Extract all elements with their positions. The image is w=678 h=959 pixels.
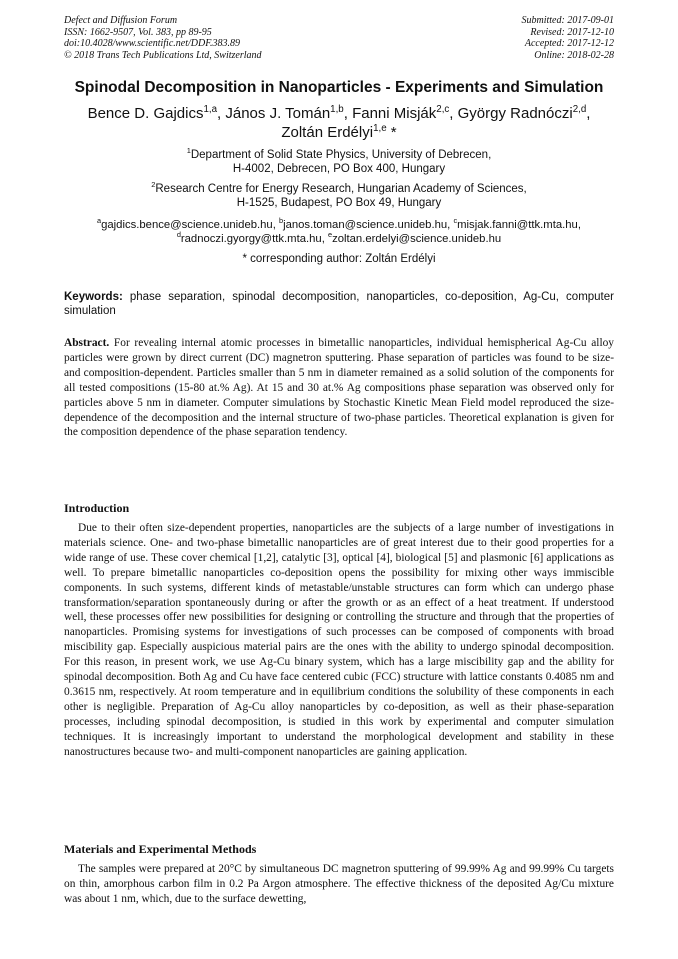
affil-line: Research Centre for Energy Research, Hungarian Academy of Sciences, xyxy=(155,183,527,195)
keywords-label: Keywords: xyxy=(64,291,123,303)
email-sup: a xyxy=(97,216,102,226)
email-link[interactable]: zoltan.erdelyi@science.unideb.hu xyxy=(332,233,502,245)
online-date: Online: 2018-02-28 xyxy=(534,49,614,61)
affil-sup: 1 xyxy=(186,146,191,156)
keywords xyxy=(64,290,614,318)
author-sup: 2,d xyxy=(572,104,587,115)
author-name: Fanni Misják xyxy=(352,105,437,122)
email-link[interactable]: radnoczi.gyorgy@ttk.mta.hu, xyxy=(180,233,325,245)
methods-heading: Materials and Experimental Methods xyxy=(64,842,257,856)
affil-line: H-1525, Budapest, PO Box 49, Hungary xyxy=(236,197,442,209)
email-sup: c xyxy=(453,216,458,226)
email-list xyxy=(40,218,638,246)
journal-info xyxy=(64,15,262,61)
author-sup: 2,c xyxy=(436,104,450,115)
introduction-heading: Introduction xyxy=(64,501,130,515)
author-sup: 1,e xyxy=(373,123,387,134)
affil-sup: 2 xyxy=(151,180,156,190)
submitted-date: Submitted: 2017-09-01 xyxy=(521,15,614,26)
email-sup: e xyxy=(327,230,333,240)
doi: doi:10.4028/www.scientific.net/DDF.383.89 xyxy=(64,38,241,49)
email-link[interactable]: janos.toman@science.unideb.hu, xyxy=(283,219,451,231)
email-sup: b xyxy=(279,216,284,226)
keywords-text: phase separation, spinodal decomposition, nanoparticles, co-deposition, Ag-Cu, computer simulation xyxy=(64,291,614,317)
author-list: Bence D. Gajdics$^{1,a}$, János J. Tomán$^{1,b}$, Fanni Misják$^{2,c}$, György Radnóczi$^{2,d}$, Zoltán Erdélyi$^{1,e}$ * xyxy=(87,104,591,141)
author-name: Zoltán Erdélyi xyxy=(281,124,374,141)
email-link[interactable]: gajdics.bence@science.unideb.hu, xyxy=(101,219,276,231)
author-name: János J. Tomán xyxy=(225,105,331,122)
corresponding-star: * xyxy=(386,124,397,141)
affiliation-2 xyxy=(40,182,638,210)
corresponding-author: * corresponding author: Zoltán Erdélyi xyxy=(242,253,436,265)
author-name: György Radnóczi xyxy=(457,105,573,122)
author-name: Bence D. Gajdics xyxy=(87,105,204,122)
email-link[interactable]: misjak.fanni@ttk.mta.hu, xyxy=(457,219,581,231)
methods-text: The samples were prepared at 20°C by simultaneous DC magnetron sputtering of 99.99% Ag and 99.99% Cu targets on thin, amorphous carbon film in 0.2 Pa Argon atmosphere. The effective thickness of the deposited Ag/Cu mixture was about 1 nm, which, due to the surface dewetting, xyxy=(64,863,614,905)
affiliation-1 xyxy=(40,148,638,176)
paper-title: Spinodal Decomposition in Nanoparticles - Experiments and Simulation xyxy=(74,79,604,96)
author-sup: 1,a xyxy=(203,104,218,115)
author-sup: 1,b xyxy=(330,104,344,115)
journal-name: Defect and Diffusion Forum xyxy=(64,15,178,26)
affil-line: H-4002, Debrecen, PO Box 400, Hungary xyxy=(232,163,446,175)
affil-line: Department of Solid State Physics, University of Debrecen, xyxy=(190,149,492,161)
issn: ISSN: 1662-9507, Vol. 383, pp 89-95 xyxy=(64,26,212,38)
abstract-label: Abstract. xyxy=(64,337,110,349)
revised-date: Revised: 2017-12-10 xyxy=(530,26,614,38)
abstract-text: For revealing internal atomic processes in bimetallic nanoparticles, individual hemispherical Ag-Cu alloy particles were grown by direct current (DC) magnetron sputtering. Phase separation of particles was found to be size- and composition-dependent. Particles smaller than 5 nm in diameter remained as a solid solution of the components for all tested compositions (15-80 at.% Ag). At 15 and 30 at.% Ag compositions phase separation was observed only for particles above 5 nm in diameter. Computer simulations by Stochastic Kinetic Mean Field model reproduced the size-dependence of the decomposition and the internal structure of two-phase particles. Theoretical explanation is given for the composition dependence of the phase separation tendency. xyxy=(64,337,614,439)
copyright: © 2018 Trans Tech Publications Ltd, Switzerland xyxy=(64,49,262,61)
email-sup: d xyxy=(176,230,181,240)
abstract xyxy=(64,336,614,440)
dates-info xyxy=(522,15,615,61)
accepted-date: Accepted: 2017-12-12 xyxy=(524,38,614,49)
introduction-text: Due to their often size-dependent properties, nanoparticles are the subjects of a large number of investigations in materials science. One- and two-phase bimetallic nanoparticles are of great interest due to their good properties for a wide range of use. These cover chemical [1,2], catalytic [3], optical [4], biological [5] and plasmonic [6] applications as well. To prepare bimetallic nanoparticles co-deposition opens the possibility for mixing other ways immiscible components. In such systems, different kinds of metastable/unstable structures can form which can undergo phase transformation/separation spontaneously during or after the growth or as an effect of a heat treatment. If understood well, these processes offer new possibilities for designing or controlling the structure and through that the properties of nanoparticles. Promising systems for investigations of such processes can be composed of components with broad miscibility gap. Especially auspicious material pairs are the ones with the ability to undergo spinodal decomposition. For this reason, in present work, we use Ag-Cu binary system, which has a large miscibility gap and the ability for spinodal decomposition. Both Ag and Cu have face centered cubic (FCC) structure with lattice constants 0.4085 nm and 0.3615 nm, respectively. At room temperature and in equilibrium conditions the solubility of these components in each other is negligible. Preparation of Ag-Cu alloy nanoparticles by co-deposition, as well as their phase-separation processes, including spinodal decomposition, is studied in this work by experimental and computer simulation techniques. It is increasingly important to understand the morphological development and stability in these nanostructures because two- and multi-component nanoparticles are gaining application. xyxy=(64,522,614,758)
